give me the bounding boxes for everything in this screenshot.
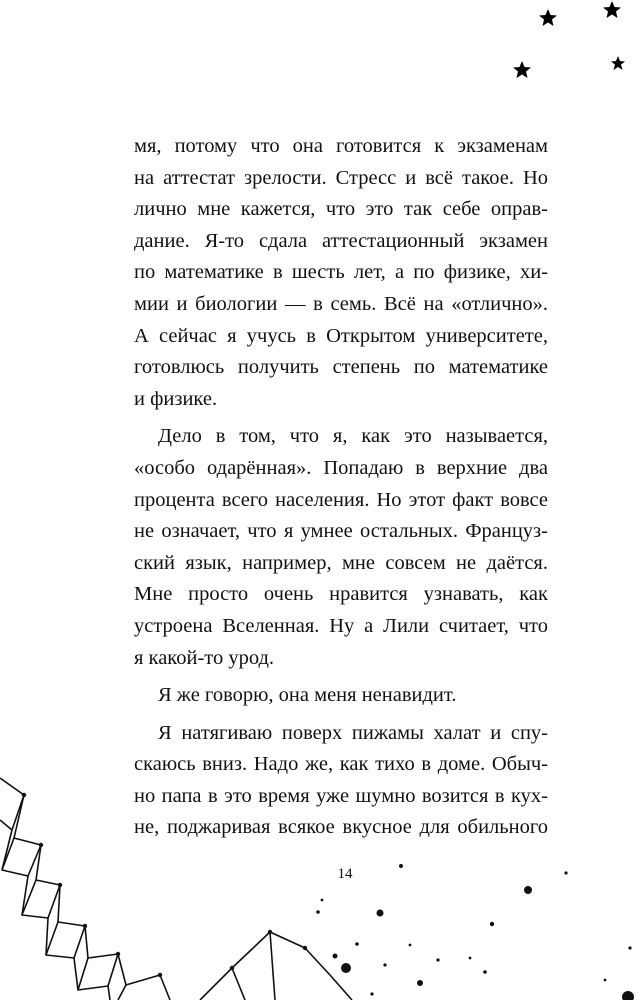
text-line: Дело в том, что я, как это называется, — [158, 425, 548, 448]
text-line: скаюсь вниз. Надо же, как тихо в доме. Обыч- — [134, 753, 548, 776]
text-line: на аттестат зрелости. Стресс и всё такое. Но — [134, 166, 548, 189]
text-line: дание. Я-то сдала аттестационный экзамен — [134, 229, 548, 252]
text-line: устроена Вселенная. Ну а Лили считает, что — [134, 614, 548, 637]
text-line: не, поджаривая всякое вкусное для обильного — [134, 816, 548, 839]
text-line: «особо одарённая». Попадаю в верхние два — [134, 456, 548, 479]
text-line: но папа в это время уже шумно возится в кух- — [134, 784, 548, 807]
text-line: Я натягиваю поверх пижамы халат и спу- — [158, 721, 548, 744]
text-line: я какой-то урод. — [134, 646, 275, 669]
text-line: Я же говорю, она меня ненавидит. — [158, 684, 457, 707]
text-line: и физике. — [134, 387, 218, 410]
text-line: ский язык, например, мне совсем не даётся. — [134, 551, 548, 574]
text-line: Мне просто очень нравится узнавать, как — [134, 583, 548, 606]
text-line: мии и биологии — в семь. Всё на «отлично». — [134, 292, 548, 315]
text-line: готовлюсь получить степень по математике — [134, 356, 548, 379]
page-number: 14 — [337, 866, 353, 882]
text-line: А сейчас я учусь в Открытом университете, — [134, 324, 548, 347]
text-line: лично мне кажется, что это так себе оправ- — [134, 198, 548, 221]
text-line: процента всего населения. Но этот факт вовсе — [134, 488, 548, 511]
text-line: по математике в шесть лет, а по физике, хи- — [134, 261, 548, 284]
text-line: мя, потому что она готовится к экзаменам — [134, 135, 548, 157]
text-line: не означает, что я умнее остальных. Француз- — [134, 520, 548, 543]
